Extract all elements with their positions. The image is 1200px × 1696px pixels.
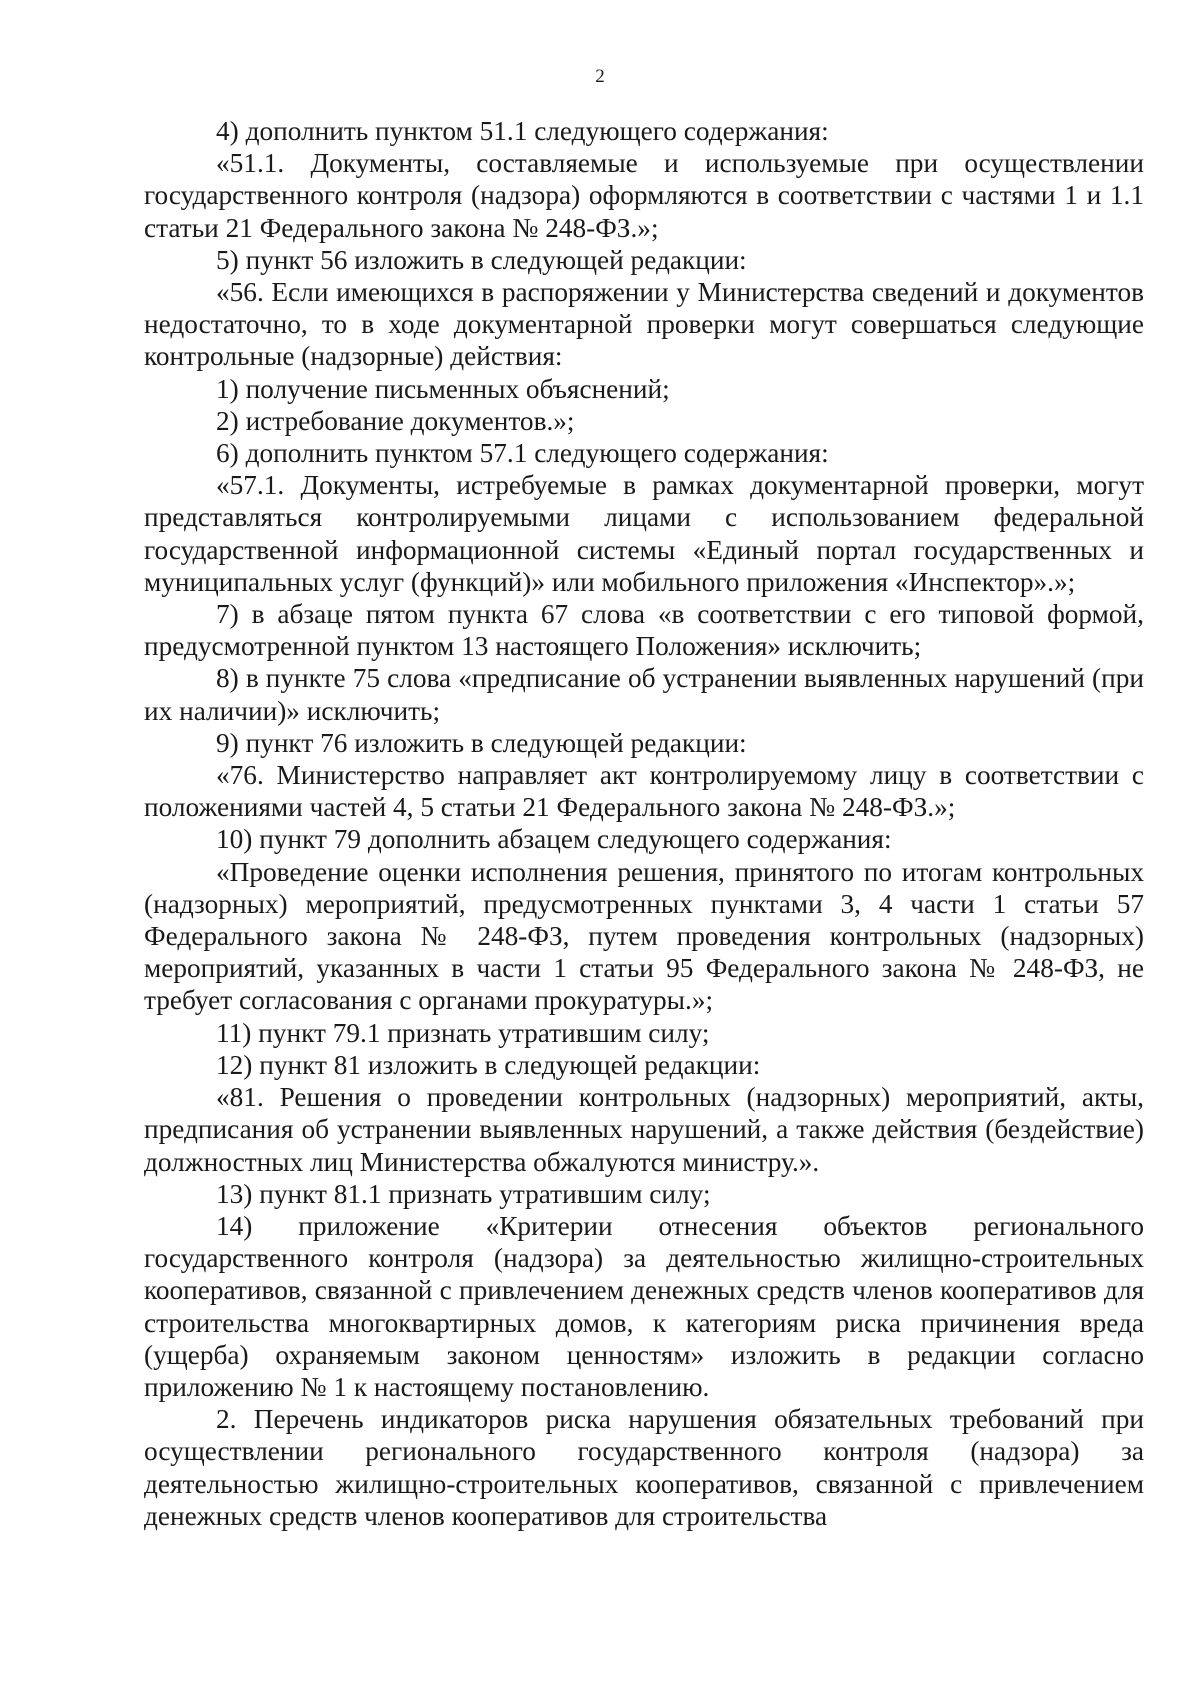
- paragraph: 1) получение письменных объяснений;: [216, 373, 670, 404]
- paragraph: «51.1. Документы, составляемые и используемые при осуществлении государственного контроля (надзора) оформляются в соответствии с частями 1 и 1.1 статьи 21 Федерального закона № 248-ФЗ.»;: [144, 148, 1144, 243]
- paragraph: 5) пункт 56 изложить в следующей редакции:: [216, 244, 747, 275]
- paragraph: 2. Перечень индикаторов риска нарушения обязательных требований при осуществлении регионального государственного контроля (надзора) за деятельностью жилищно-строительных кооперативов, связанной с привлечением денежных средств членов кооперативов для строительства: [144, 1404, 1144, 1531]
- paragraph: 11) пункт 79.1 признать утратившим силу;: [216, 1017, 710, 1048]
- paragraph: 9) пункт 76 изложить в следующей редакции:: [216, 727, 747, 758]
- paragraph: 13) пункт 81.1 признать утратившим силу;: [216, 1178, 711, 1209]
- paragraph: 2) истребование документов.»;: [216, 405, 575, 436]
- paragraph: «56. Если имеющихся в распоряжении у Министерства сведений и документов недостаточно, то в ходе документарной проверки могут совершаться следующие контрольные (надзорные) действия:: [144, 277, 1144, 372]
- paragraph: 12) пункт 81 изложить в следующей редакции:: [216, 1049, 761, 1080]
- paragraph: «76. Министерство направляет акт контролируемому лицу в соответствии с положениями частей 4, 5 статьи 21 Федерального закона № 248-ФЗ.»;: [144, 760, 1144, 823]
- paragraph: 7) в абзаце пятом пункта 67 слова «в соответствии с его типовой формой, предусмотренной пунктом 13 настоящего Положения» исключить;: [144, 599, 1144, 662]
- paragraph: «Проведение оценки исполнения решения, принятого по итогам контрольных (надзорных) мероприятий, предусмотренных пунктами 3, 4 части 1 статьи 57 Федерального закона № 248-ФЗ, путем проведения контрольных (надзорных) мероприятий, указанных в части 1 статьи 95 Федерального закона № 248-ФЗ, не требует согласования с органами прокуратуры.»;: [144, 856, 1144, 1016]
- paragraph: «57.1. Документы, истребуемые в рамках документарной проверки, могут представляться контролируемыми лицами с использованием федеральной государственной информационной системы «Единый портал государственных и муниципальных услуг (функций)» или мобильного приложения «Инспектор».»;: [144, 470, 1144, 597]
- paragraph: 4) дополнить пунктом 51.1 следующего содержания:: [216, 116, 829, 146]
- paragraph: 8) в пункте 75 слова «предписание об устранении выявленных нарушений (при их наличии)» исключить;: [144, 663, 1144, 726]
- page-number: 2: [595, 66, 605, 87]
- paragraph: 14) приложение «Критерии отнесения объектов регионального государственного контроля (надзора) за деятельностью жилищно-строительных кооперативов, связанной с привлечением денежных средств членов кооперативов для строительства многоквартирных домов, к категориям риска причинения вреда (ущерба) охраняемым законом ценностям» изложить в редакции согласно приложению № 1 к настоящему постановлению.: [144, 1210, 1144, 1402]
- paragraph: «81. Решения о проведении контрольных (надзорных) мероприятий, акты, предписания об устранении выявленных нарушений, а также действия (бездействие) должностных лиц Министерства обжалуются министру.».: [144, 1082, 1144, 1177]
- paragraph: 10) пункт 79 дополнить абзацем следующего содержания:: [216, 824, 892, 855]
- paragraph: 6) дополнить пунктом 57.1 следующего содержания:: [216, 438, 829, 469]
- document-body: [144, 115, 1144, 1532]
